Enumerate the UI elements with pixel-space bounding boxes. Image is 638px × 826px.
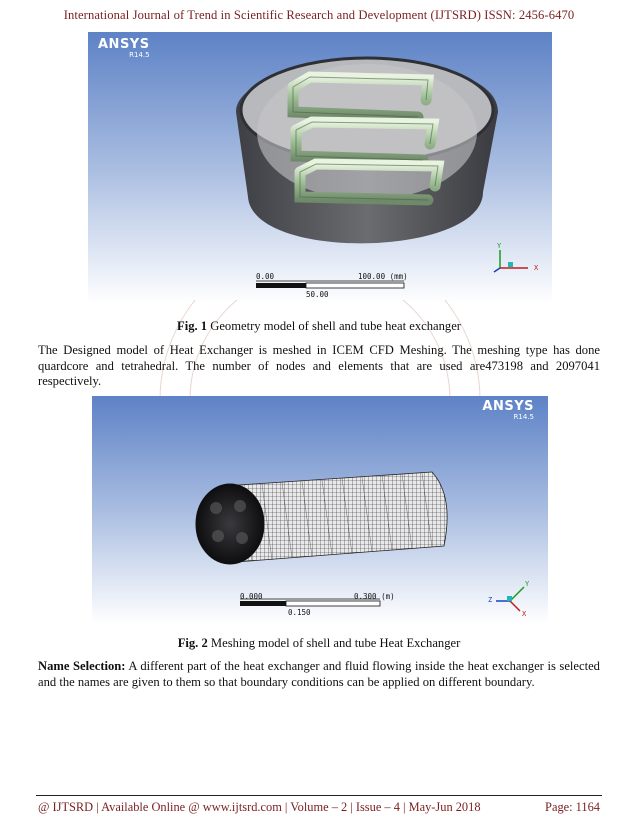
- body-paragraph-name-selection: [38, 659, 600, 690]
- scale-min-label: 0.00: [256, 272, 275, 281]
- axis-x-label: X: [534, 264, 539, 272]
- axis-triad: [496, 587, 524, 611]
- cylinder-endcap: [196, 484, 264, 564]
- body-paragraph-meshing: The Designed model of Heat Exchanger is meshed in ICEM CFD Meshing. The meshing type has done quardcore and tetrahedral. The number of nodes and elements that are used are473198 and 2097041 respectively.: [38, 343, 600, 388]
- scale-bar-light: [306, 283, 404, 288]
- scale-bar-dark: [256, 283, 306, 288]
- figure-2-caption-text: Meshing model of shell and tube Heat Exchanger: [207, 636, 461, 650]
- axis-triad: [494, 250, 528, 272]
- scale-mid-label: 50.00: [306, 290, 329, 299]
- name-selection-text: A different part of the heat exchanger and fluid flowing inside the heat exchanger is selected and the names are given to them so that boundary conditions can be applied on different boundary.: [38, 659, 600, 689]
- running-header: International Journal of Trend in Scientific Research and Development (IJTSRD) ISSN: 2456-6470: [63, 8, 575, 22]
- figure-1-label: Fig. 1: [177, 319, 208, 333]
- shell-tube-geometry: [88, 32, 552, 304]
- figure-1-caption: [0, 319, 638, 334]
- name-selection-label: Name Selection:: [38, 659, 126, 673]
- scale-max-label: 100.00 (mm): [358, 272, 408, 281]
- figure-2-viewport: [92, 396, 548, 624]
- figure-1-viewport: [88, 32, 552, 304]
- figure-2-caption: [0, 636, 638, 651]
- ansys-brand: ANSYS: [98, 37, 150, 52]
- ansys-brand: ANSYS: [482, 399, 534, 414]
- page-number: Page: 1164: [545, 800, 600, 814]
- mesh-cylinder: [92, 396, 548, 624]
- footer-citation: @ IJTSRD | Available Online @ www.ijtsrd.com | Volume – 2 | Issue – 4 | May-Jun 2018: [38, 800, 481, 814]
- scale-bar-dark: [240, 601, 286, 606]
- figure-1-caption-text: Geometry model of shell and tube heat exchanger: [207, 319, 461, 333]
- axis-y-label: Y: [525, 580, 530, 588]
- scale-min-label: 0.000: [240, 592, 263, 601]
- ansys-release: R14.5: [129, 51, 150, 59]
- axis-y-label: Y: [497, 242, 502, 250]
- scale-max-label: 0.300 (m): [354, 592, 395, 601]
- page-footer: [38, 800, 600, 815]
- ansys-release: R14.5: [513, 413, 534, 421]
- axis-z-label: Z: [488, 596, 493, 604]
- scale-bar-light: [286, 601, 380, 606]
- axis-x-label: X: [522, 610, 527, 618]
- footer-divider: [36, 795, 602, 796]
- figure-2-label: Fig. 2: [177, 636, 208, 650]
- scale-mid-label: 0.150: [288, 608, 311, 617]
